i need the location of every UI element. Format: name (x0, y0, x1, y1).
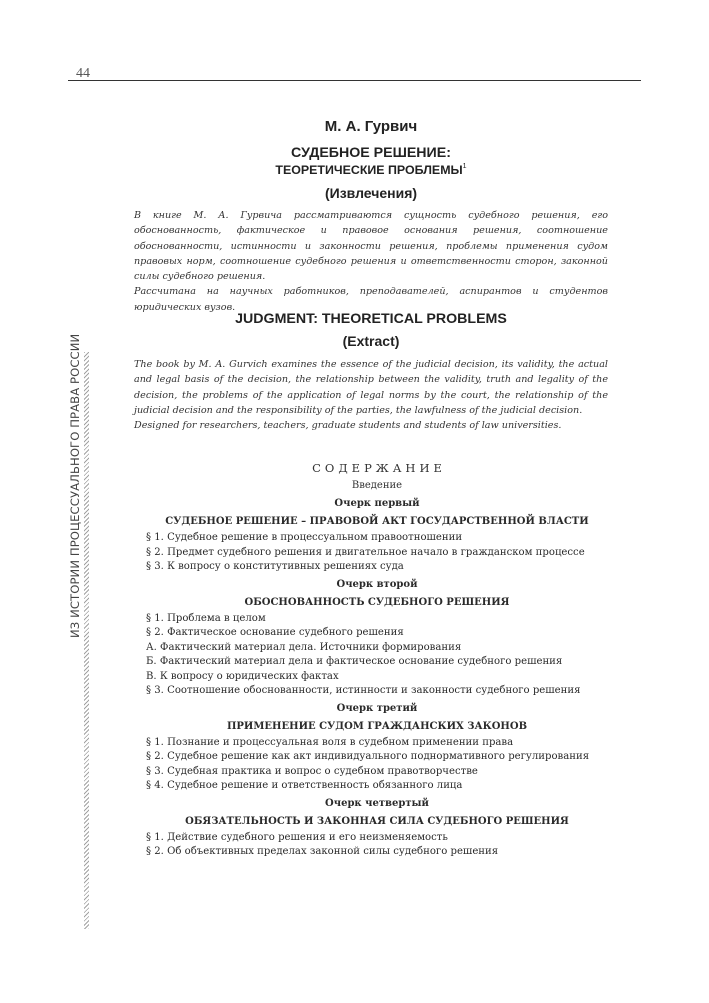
toc-item: § 1. Проблема в целом (146, 612, 266, 624)
title-ru-line1: СУДЕБНОЕ РЕШЕНИЕ: (291, 145, 451, 161)
essay-title: ОБЯЗАТЕЛЬНОСТЬ И ЗАКОННАЯ СИЛА СУДЕБНОГО РЕШЕНИЯ (185, 815, 569, 827)
abstract-ru-paragraph-2: Рассчитана на научных работников, преподавателей, аспирантов и студентов юридических вузов. (134, 286, 608, 313)
abstract-en-paragraph-1: The book by M. A. Gurvich examines the essence of the judicial decision, its validity, the actual and legal basis of the decision, the relationship between the validity, truth and legality of the decision, the problems of the application of legal norms by the court, the relationship of the judicial decision and the responsibility of the parties, the lawfulness of the judicial decision. (134, 359, 608, 416)
toc-heading: СОДЕРЖАНИЕ (312, 461, 446, 475)
essay-title: СУДЕБНОЕ РЕШЕНИЕ – ПРАВОВОЙ АКТ ГОСУДАРСТВЕННОЙ ВЛАСТИ (165, 516, 589, 527)
title-ru-line2-text: ТЕОРЕТИЧЕСКИЕ ПРОБЛЕМЫ (275, 163, 463, 177)
toc-item: А. Фактический материал дела. Источники формирования (146, 641, 462, 653)
essay-title: ОБОСНОВАННОСТЬ СУДЕБНОГО РЕШЕНИЯ (244, 596, 510, 608)
sidebar-hatch-decoration (84, 352, 89, 929)
toc-item: § 2. Об объективных пределах законной силы судебного решения (146, 846, 499, 857)
toc-intro: Введение (351, 480, 403, 491)
toc-item: § 1. Познание и процессуальная воля в судебном применении права (146, 736, 514, 748)
page-number: 44 (76, 66, 90, 81)
toc-item: § 2. Судебное решение как акт индивидуального поднормативного регулирования (146, 751, 590, 762)
footnote-marker[interactable]: 1 (462, 163, 467, 170)
essay-label: Очерк четвертый (325, 797, 429, 809)
toc-item: § 4. Судебное решение и ответственность обязанного лица (146, 780, 463, 791)
header-rule (68, 80, 641, 81)
toc-essay-4 (146, 795, 608, 860)
toc-item: § 3. Соотношение обоснованности, истинности и законности судебного решения (146, 685, 581, 696)
table-of-contents (146, 460, 608, 861)
sidebar-section-label: ИЗ ИСТОРИИ ПРОЦЕССУАЛЬНОГО ПРАВА РОССИИ (68, 333, 82, 638)
abstract-en-paragraph-2: Designed for researchers, teachers, graduate students and students of law universities. (134, 420, 562, 432)
toc-item: § 2. Предмет судебного решения и двигательное начало в гражданском процессе (146, 546, 585, 558)
author-name: М. А. Гурвич (324, 118, 418, 135)
toc-essay-1 (146, 495, 608, 575)
toc-item: § 3. Судебная практика и вопрос о судебном правотворчестве (146, 765, 478, 777)
subtitle-ru: (Извлечения) (324, 185, 418, 201)
toc-item: Б. Фактический материал дела и фактическое основание судебного решения (146, 656, 563, 667)
toc-item: § 1. Действие судебного решения и его неизменяемость (146, 831, 448, 843)
title-en: JUDGMENT: THEORETICAL PROBLEMS (235, 311, 507, 327)
toc-item: § 2. Фактическое основание судебного решения (146, 627, 404, 638)
toc-item: В. К вопросу о юридических фактах (146, 670, 339, 682)
essay-label: Очерк второй (336, 578, 418, 590)
abstract-en (134, 357, 608, 433)
toc-item: § 3. К вопросу о конститутивных решениях суда (146, 561, 404, 572)
essay-title: ПРИМЕНЕНИЕ СУДОМ ГРАЖДАНСКИХ ЗАКОНОВ (226, 720, 528, 732)
subtitle-en: (Extract) (342, 333, 400, 349)
essay-label: Очерк первый (334, 498, 420, 509)
toc-item: § 1. Судебное решение в процессуальном правоотношении (146, 532, 463, 543)
toc-essay-2 (146, 576, 608, 699)
essay-label: Очерк третий (336, 702, 418, 714)
abstract-ru (134, 208, 608, 315)
title-ru-line2 (134, 163, 608, 177)
abstract-ru-paragraph-1: В книге М. А. Гурвича рассматриваются сущность судебного решения, его обоснованность, фактическое и правовое основания решения, соотношение обоснованности, истинности и законности решения, проблемы применения судом правовых норм, соотношение судебного решения и ответственности сторон, законной силы судебного решения. (134, 210, 608, 283)
toc-essay-3 (146, 700, 608, 794)
